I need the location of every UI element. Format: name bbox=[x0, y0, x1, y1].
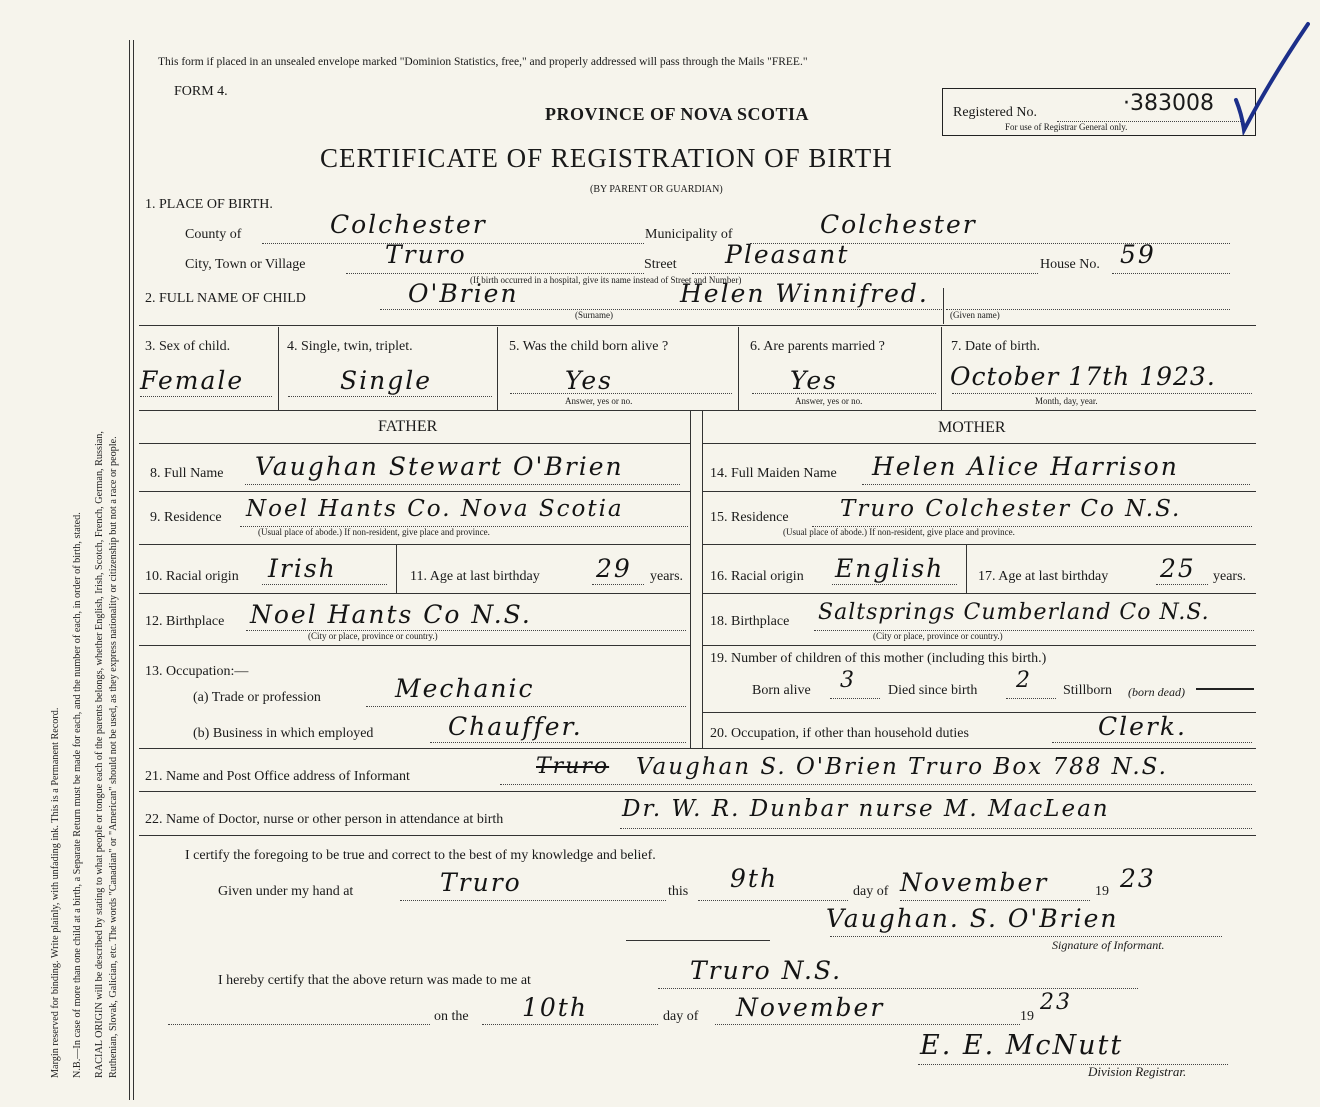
county-label: County of bbox=[185, 227, 242, 242]
mother-years-label: years. bbox=[1213, 569, 1247, 584]
informant-label: 21. Name and Post Office address of Informant bbox=[145, 769, 410, 784]
registered-label: Registered No. bbox=[953, 105, 1037, 120]
sex-value: Female bbox=[140, 366, 245, 395]
given-name-note: (Given name) bbox=[950, 310, 1000, 320]
signature-of-informant-label: Signature of Informant. bbox=[1052, 938, 1165, 952]
informant-struck-text: Truro bbox=[536, 754, 610, 779]
registrar-general-note: For use of Registrar General only. bbox=[1005, 122, 1128, 132]
registration-day-value: 10th bbox=[522, 993, 588, 1022]
single-twin-label: 4. Single, twin, triplet. bbox=[287, 339, 413, 354]
father-birthplace-label: 12. Birthplace bbox=[145, 614, 225, 629]
single-twin-value: Single bbox=[340, 366, 433, 395]
born-alive-value: Yes bbox=[565, 366, 613, 395]
father-name-value: Vaughan Stewart O'Brien bbox=[255, 452, 624, 481]
margin-note-racial-origin-cont: Ruthenian, Slovak, Galician, etc. The words "Canadian" or "American" should not be used, as they express nationality or citizenship but not a race or people. bbox=[108, 436, 119, 1078]
born-alive-note: Answer, yes or no. bbox=[565, 396, 633, 406]
street-label: Street bbox=[644, 257, 677, 272]
father-years-label: years. bbox=[650, 569, 684, 584]
mother-birthplace-value: Saltsprings Cumberland Co N.S. bbox=[818, 600, 1210, 625]
stillborn-note: (born dead) bbox=[1128, 685, 1185, 699]
date-of-birth-label: 7. Date of birth. bbox=[951, 339, 1041, 354]
father-residence-label: 9. Residence bbox=[150, 510, 222, 525]
margin-note-multiple-births: N.B.—In case of more than one child at a birth, a Separate Return must be made for each, and the number of each, in order of birth, stated. bbox=[72, 512, 83, 1078]
trade-value: Mechanic bbox=[395, 674, 535, 703]
left-border bbox=[129, 40, 134, 1100]
child-given-name-value: Helen Winnifred. bbox=[680, 279, 929, 308]
registered-number-box bbox=[942, 88, 1256, 136]
city-label: City, Town or Village bbox=[185, 257, 306, 272]
given-year-value: 23 bbox=[1120, 864, 1156, 893]
father-name-label: 8. Full Name bbox=[150, 466, 224, 481]
stillborn-label: Stillborn bbox=[1063, 683, 1113, 698]
father-occupation-label: 13. Occupation:— bbox=[145, 664, 249, 679]
form-number: FORM 4. bbox=[174, 84, 228, 99]
registered-number: ·383008 bbox=[1123, 91, 1214, 116]
certify-statement: I certify the foregoing to be true and correct to the best of my knowledge and belief. bbox=[185, 848, 656, 863]
province-heading: PROVINCE OF NOVA SCOTIA bbox=[545, 104, 810, 124]
city-value: Truro bbox=[385, 240, 467, 269]
registration-year-prefix: 19 bbox=[1020, 1009, 1034, 1024]
doctor-label: 22. Name of Doctor, nurse or other person in attendance at birth bbox=[145, 812, 504, 827]
business-label: (b) Business in which employed bbox=[193, 726, 374, 741]
given-month-value: November bbox=[900, 868, 1049, 897]
document-subtitle: (BY PARENT OR GUARDIAN) bbox=[590, 184, 723, 195]
registration-month-value: November bbox=[736, 993, 885, 1022]
born-alive-count-value: 3 bbox=[840, 668, 856, 693]
mother-occupation-label: 20. Occupation, if other than household duties bbox=[710, 726, 969, 741]
born-alive-count-label: Born alive bbox=[752, 683, 811, 698]
registration-year-value: 23 bbox=[1040, 990, 1072, 1015]
municipality-label: Municipality of bbox=[645, 227, 733, 242]
hospital-note: (If birth occurred in a hospital, give its name instead of Street and Number) bbox=[470, 275, 742, 285]
trade-label: (a) Trade or profession bbox=[193, 690, 321, 705]
father-age-value: 29 bbox=[596, 554, 632, 583]
died-since-birth-label: Died since birth bbox=[888, 683, 978, 698]
parents-married-label: 6. Are parents married ? bbox=[750, 339, 885, 354]
informant-signature: Vaughan. S. O'Brien bbox=[826, 904, 1119, 933]
child-name-label: 2. FULL NAME OF CHILD bbox=[145, 291, 306, 306]
father-racial-origin-label: 10. Racial origin bbox=[145, 569, 239, 584]
father-residence-value: Noel Hants Co. Nova Scotia bbox=[246, 496, 624, 522]
mother-occupation-value: Clerk. bbox=[1098, 712, 1187, 741]
mother-age-value: 25 bbox=[1160, 554, 1196, 583]
mother-heading: MOTHER bbox=[938, 419, 1006, 436]
hereby-certify-label: I hereby certify that the above return was made to me at bbox=[218, 973, 531, 988]
checkmark-icon bbox=[1230, 20, 1310, 135]
father-birthplace-value: Noel Hants Co N.S. bbox=[250, 600, 532, 629]
house-label: House No. bbox=[1040, 257, 1100, 272]
given-day-value: 9th bbox=[730, 864, 779, 893]
mail-notice: This form if placed in an unsealed envelope marked "Dominion Statistics, free," and properly addressed will pass through the Mails "FREE." bbox=[158, 56, 808, 68]
mother-residence-value: Truro Colchester Co N.S. bbox=[840, 496, 1182, 522]
place-of-birth-heading: 1. PLACE OF BIRTH. bbox=[145, 197, 273, 212]
father-age-label: 11. Age at last birthday bbox=[410, 569, 540, 584]
mother-age-label: 17. Age at last birthday bbox=[978, 569, 1109, 584]
given-at-place: Truro bbox=[440, 868, 522, 897]
municipality-value: Colchester bbox=[820, 210, 977, 239]
document-title: CERTIFICATE OF REGISTRATION OF BIRTH bbox=[320, 143, 893, 173]
parents-married-value: Yes bbox=[790, 366, 838, 395]
county-value: Colchester bbox=[330, 210, 487, 239]
child-surname-value: O'Brien bbox=[408, 279, 519, 308]
mother-birthplace-note: (City or place, province or country.) bbox=[873, 631, 1003, 641]
father-residence-note: (Usual place of abode.) If non-resident, give place and province. bbox=[258, 527, 490, 537]
children-count-label: 19. Number of children of this mother (including this birth.) bbox=[710, 651, 1047, 666]
on-the-label: on the bbox=[434, 1009, 469, 1024]
surname-note: (Surname) bbox=[575, 310, 613, 320]
sex-label: 3. Sex of child. bbox=[145, 339, 231, 354]
this-label: this bbox=[668, 884, 689, 899]
street-value: Pleasant bbox=[725, 240, 850, 269]
mother-residence-label: 15. Residence bbox=[710, 510, 789, 525]
day-of-label: day of bbox=[853, 884, 889, 899]
date-of-birth-value: October 17th 1923. bbox=[950, 362, 1216, 391]
mother-birthplace-label: 18. Birthplace bbox=[710, 614, 790, 629]
doctor-value: Dr. W. R. Dunbar nurse M. MacLean bbox=[622, 796, 1110, 822]
mother-name-label: 14. Full Maiden Name bbox=[710, 466, 837, 481]
registration-day-of-label: day of bbox=[663, 1009, 699, 1024]
registration-place-value: Truro N.S. bbox=[690, 956, 843, 985]
mother-residence-note: (Usual place of abode.) If non-resident, give place and province. bbox=[783, 527, 1015, 537]
father-heading: FATHER bbox=[378, 418, 438, 435]
mother-racial-origin-value: English bbox=[835, 554, 945, 583]
father-racial-origin-value: Irish bbox=[268, 554, 337, 583]
father-birthplace-note: (City or place, province or country.) bbox=[308, 631, 438, 641]
business-value: Chauffer. bbox=[448, 712, 583, 741]
parents-married-note: Answer, yes or no. bbox=[795, 396, 863, 406]
year-prefix: 19 bbox=[1095, 884, 1109, 899]
mother-racial-origin-label: 16. Racial origin bbox=[710, 569, 804, 584]
born-alive-label: 5. Was the child born alive ? bbox=[509, 339, 669, 354]
date-of-birth-note: Month, day, year. bbox=[1035, 396, 1098, 406]
died-since-birth-value: 2 bbox=[1016, 668, 1032, 693]
house-value: 59 bbox=[1120, 240, 1156, 269]
given-at-label: Given under my hand at bbox=[218, 884, 354, 899]
margin-note-binding: Margin reserved for binding. Write plainly, with unfading ink. This is a Permanent Record. bbox=[50, 707, 61, 1078]
margin-note-racial-origin: RACIAL ORIGIN will be described by stating to what people or tongue each of the parents belongs, whether English, Irish, Scotch, French, German, Russian, bbox=[94, 431, 105, 1078]
mother-name-value: Helen Alice Harrison bbox=[872, 452, 1179, 481]
registrar-signature: E. E. McNutt bbox=[920, 1030, 1124, 1061]
informant-value: Vaughan S. O'Brien Truro Box 788 N.S. bbox=[636, 754, 1168, 780]
division-registrar-label: Division Registrar. bbox=[1088, 1064, 1187, 1079]
